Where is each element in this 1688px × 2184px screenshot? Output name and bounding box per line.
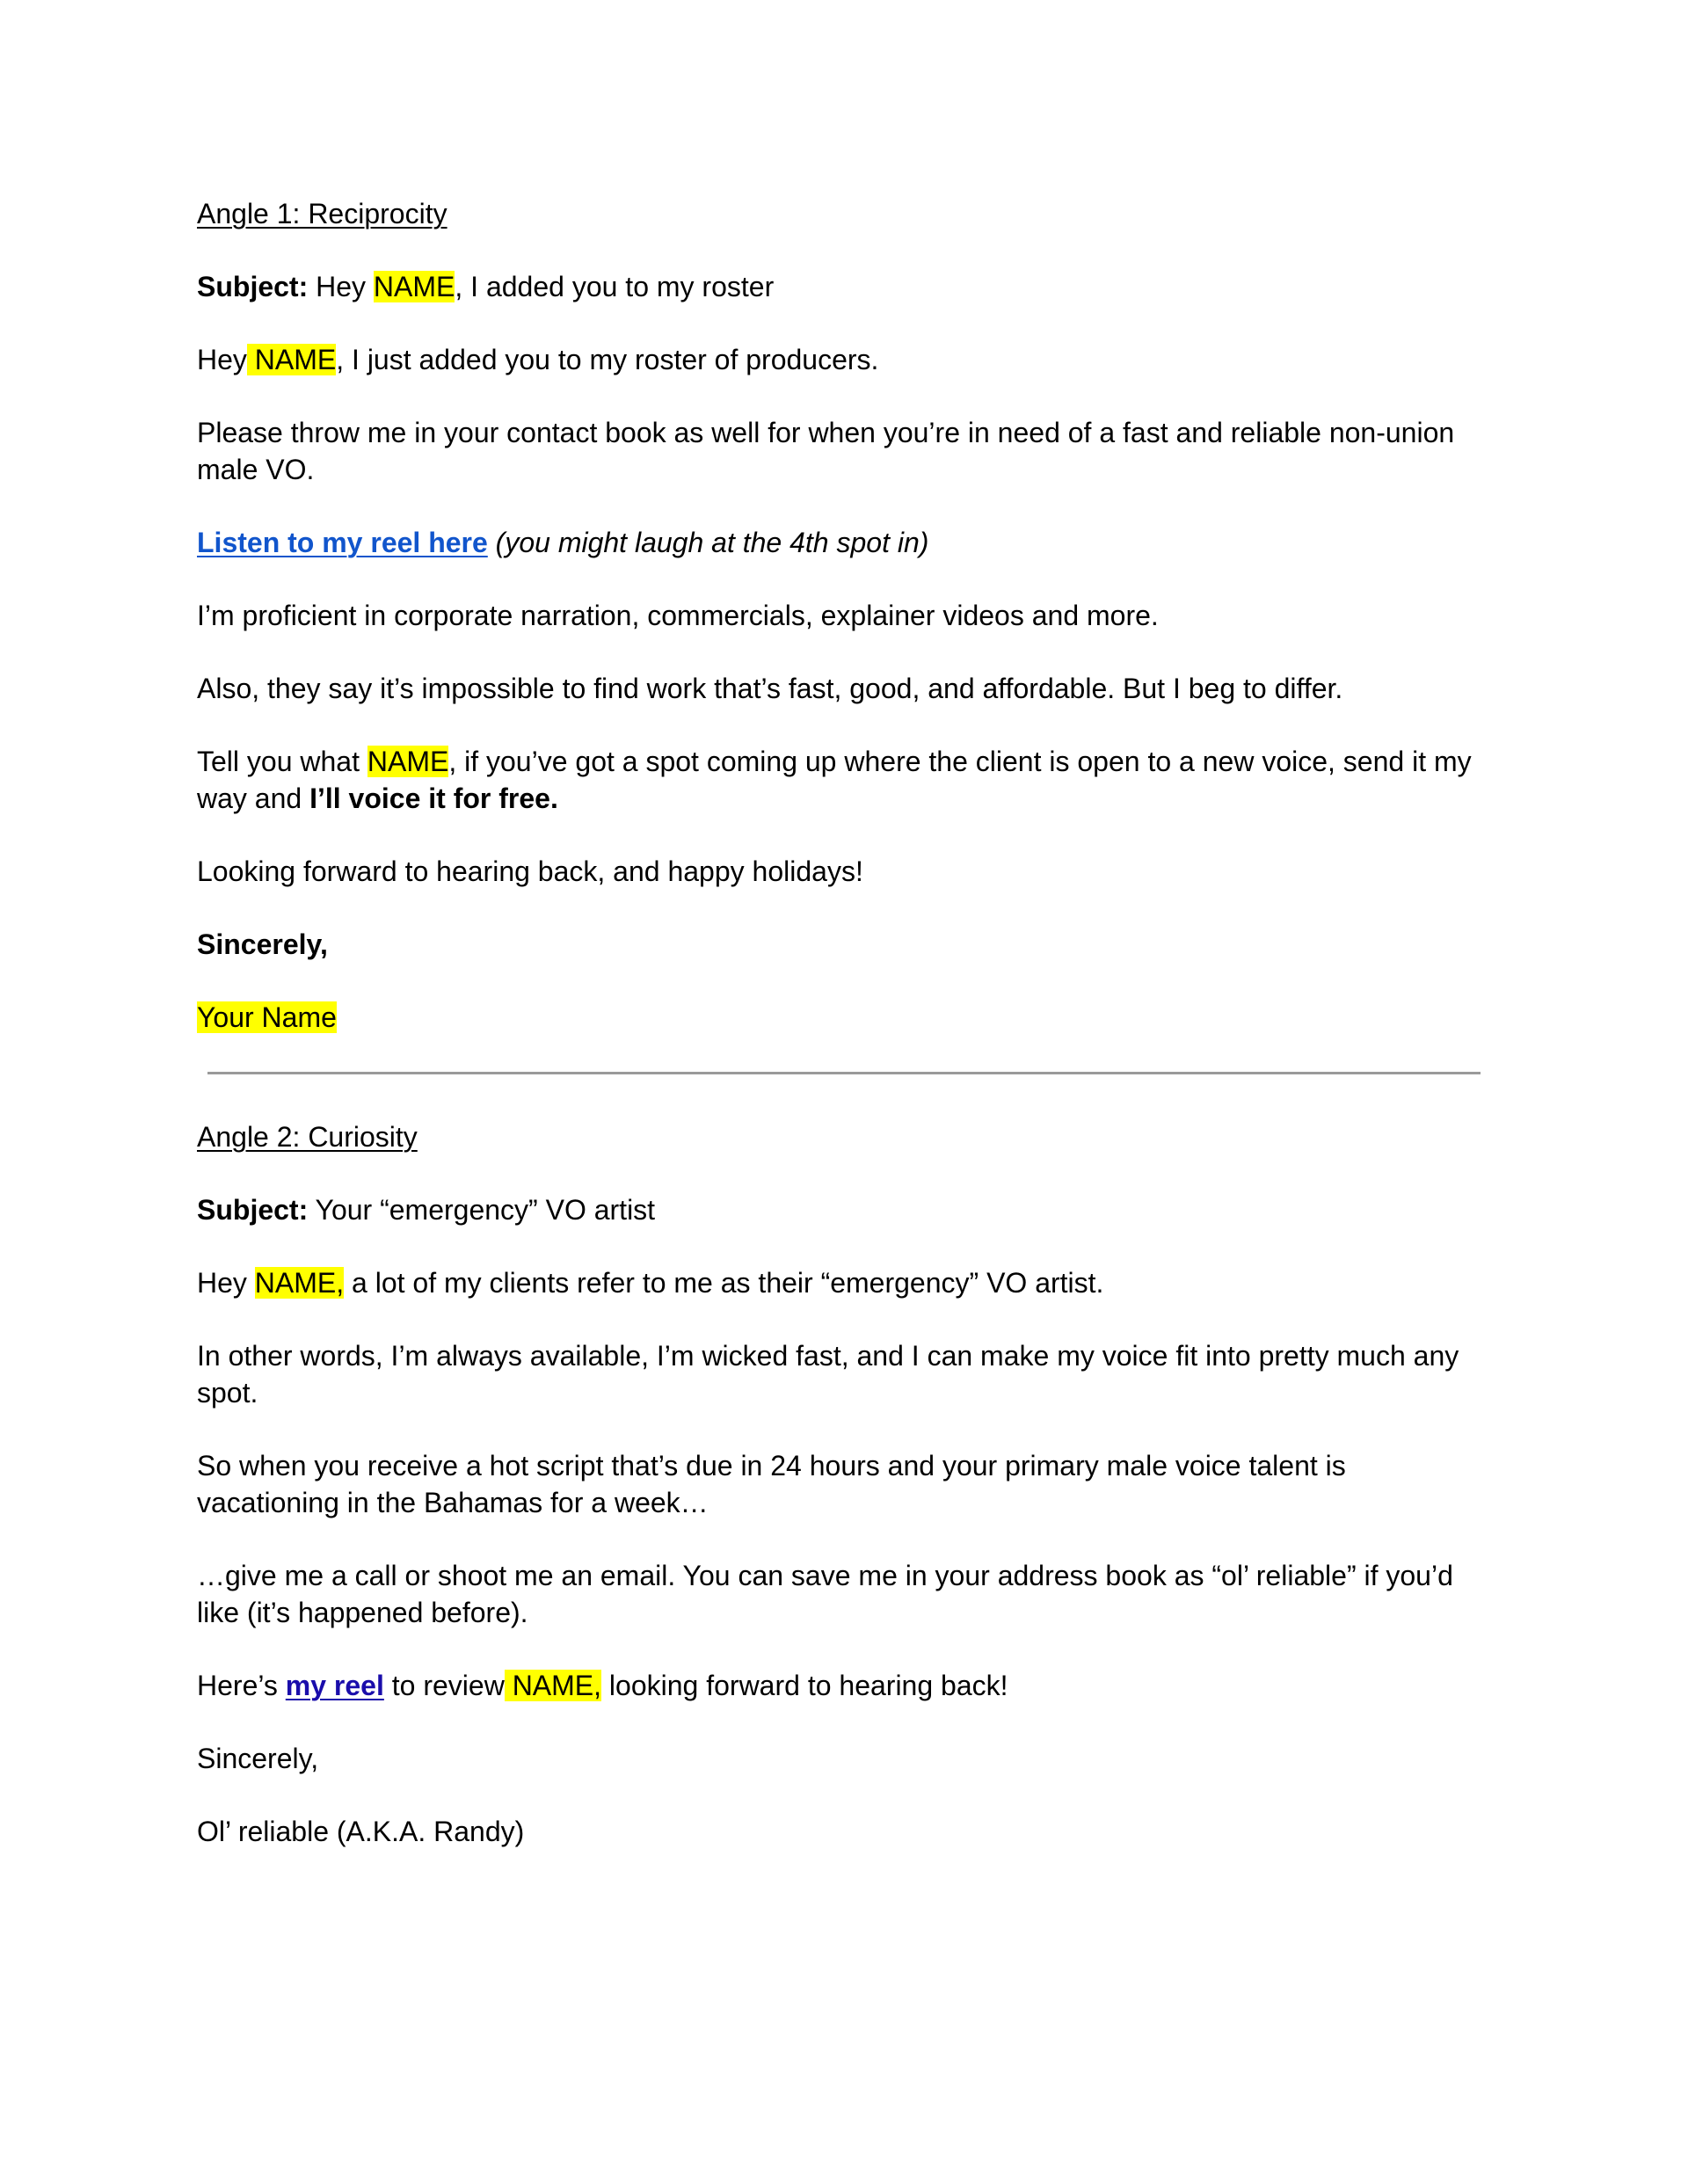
angle-1-looking-forward: Looking forward to hearing back, and happy holidays! [197,855,863,887]
angle-1-signature [197,999,1491,1036]
review-text: looking forward to hearing back! [601,1670,1008,1701]
reel-link[interactable]: my reel [285,1670,384,1701]
angle-1-subject-line [197,268,1491,305]
review-text: Here’s [197,1670,286,1701]
angle-2-subject-line [197,1191,1491,1228]
subject-label: Subject: [197,271,309,302]
angle-2-greeting [197,1264,1491,1301]
angle-2-other-words-paragraph: In other words, I’m always available, I’m wicked fast, and I can make my voice fit into pretty much any spot. [197,1340,1459,1409]
subject-text: Hey [308,271,367,302]
reel-note: (you might laugh at the 4th spot in) [487,527,929,558]
angle-2-signoff: Sincerely, [197,1743,319,1774]
angle-1-reel-line [197,524,1491,561]
angle-2-review-line [197,1667,1491,1704]
review-text: to review [383,1670,505,1701]
name-placeholder: NAME [373,271,455,302]
name-placeholder: NAME [367,746,449,777]
offer-bold-text: I’ll voice it for free. [309,783,558,814]
angle-1-contact-paragraph: Please throw me in your contact book as well for when you’re in need of a fast and reliable non-union male VO. [197,417,1455,485]
section-divider [207,1072,1481,1074]
angle-1-heading: Angle 1: Reciprocity [197,198,447,229]
angle-1-also-paragraph: Also, they say it’s impossible to find work that’s fast, good, and affordable. But I beg to differ. [197,673,1343,704]
angle-1-offer-paragraph [197,743,1491,817]
signature-placeholder: Your Name [197,1001,337,1033]
greeting-text: , I just added you to my roster of producers. [336,344,879,375]
name-placeholder: NAME [246,344,337,375]
subject-text: , I added you to my roster [455,271,775,302]
subject-text: Your “emergency” VO artist [308,1194,656,1226]
subject-label: Subject: [197,1194,309,1226]
greeting-text: Hey [197,344,247,375]
greeting-text: Hey [197,1267,255,1299]
document-page [197,195,1491,1886]
angle-2-hot-script-paragraph: So when you receive a hot script that’s due in 24 hours and your primary male voice talent is vacationing in the Bahamas for a week… [197,1450,1346,1518]
angle-2-give-call-paragraph: …give me a call or shoot me an email. You can save me in your address book as “ol’ reliable” if you’d like (it’s happened before). [197,1560,1453,1628]
greeting-text: a lot of my clients refer to me as their “emergency” VO artist. [344,1267,1104,1299]
angle-1-signoff: Sincerely, [197,928,328,960]
angle-2-heading: Angle 2: Curiosity [197,1121,418,1153]
reel-link[interactable]: Listen to my reel here [197,527,488,558]
name-placeholder: NAME, [504,1670,602,1701]
angle-2-signature: Ol’ reliable (A.K.A. Randy) [197,1816,525,1847]
offer-text: , if you’ve got a spot coming up where the client is open to a new voice, send it my way and [197,746,1472,814]
name-placeholder: NAME, [254,1267,345,1299]
angle-1-proficient-paragraph: I’m proficient in corporate narration, commercials, explainer videos and more. [197,600,1159,631]
angle-1-greeting [197,341,1491,378]
offer-text: Tell you what [197,746,367,777]
